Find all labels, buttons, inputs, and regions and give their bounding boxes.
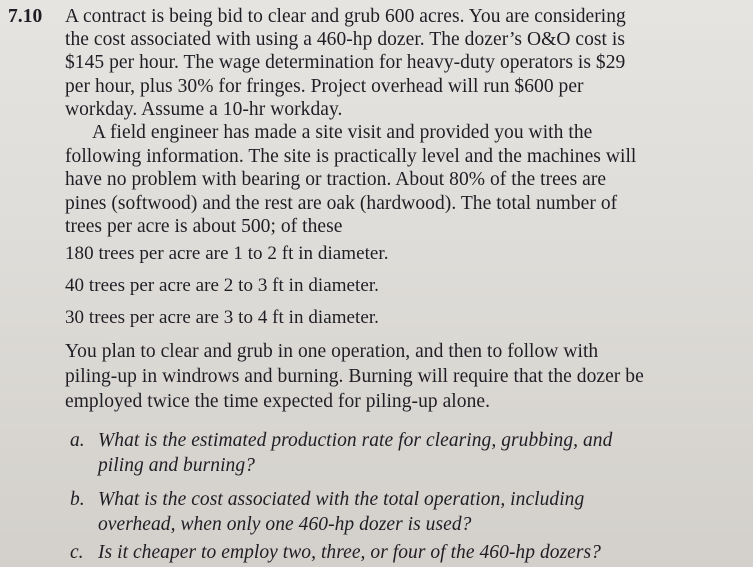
info-line: following information. The site is practically level and the machines will [65,146,637,167]
info-line: pines (softwood) and the rest are oak (hardwood). The total number of [65,193,618,214]
intro-line: the cost associated with using a 460-hp dozer. The dozer’s O&O cost is [65,29,626,50]
question-label: b. [70,489,85,510]
question-line: What is the estimated production rate for clearing, grubbing, and [98,430,613,451]
question-label: a. [70,430,85,451]
tree-count-line: 40 trees per acre are 2 to 3 ft in diameter. [65,275,379,296]
question-line: Is it cheaper to employ two, three, or four of the 460-hp dozers? [98,542,601,563]
question-line: piling and burning? [98,455,255,476]
info-line: trees per acre is about 500; of these [65,216,343,237]
plan-line: piling-up in windrows and burning. Burning will require that the dozer be [65,366,644,387]
problem-number: 7.10 [8,6,43,27]
info-line: A field engineer has made a site visit and provided you with the [92,122,593,143]
intro-line: per hour, plus 30% for fringes. Project overhead will run $600 per [65,76,584,97]
intro-line: $145 per hour. The wage determination for heavy-duty operators is $29 [65,52,626,73]
question-line: overhead, when only one 460-hp dozer is used? [98,514,472,535]
intro-line: workday. Assume a 10-hr workday. [65,99,343,120]
tree-count-line: 30 trees per acre are 3 to 4 ft in diameter. [65,307,379,328]
plan-line: employed twice the time expected for piling-up alone. [65,391,491,412]
tree-count-line: 180 trees per acre are 1 to 2 ft in diameter. [65,243,389,264]
plan-line: You plan to clear and grub in one operation, and then to follow with [65,341,599,362]
info-line: have no problem with bearing or traction. About 80% of the trees are [65,169,607,190]
question-line: What is the cost associated with the total operation, including [98,489,585,510]
intro-line: A contract is being bid to clear and grub 600 acres. You are considering [65,6,626,27]
question-label: c. [70,542,84,563]
